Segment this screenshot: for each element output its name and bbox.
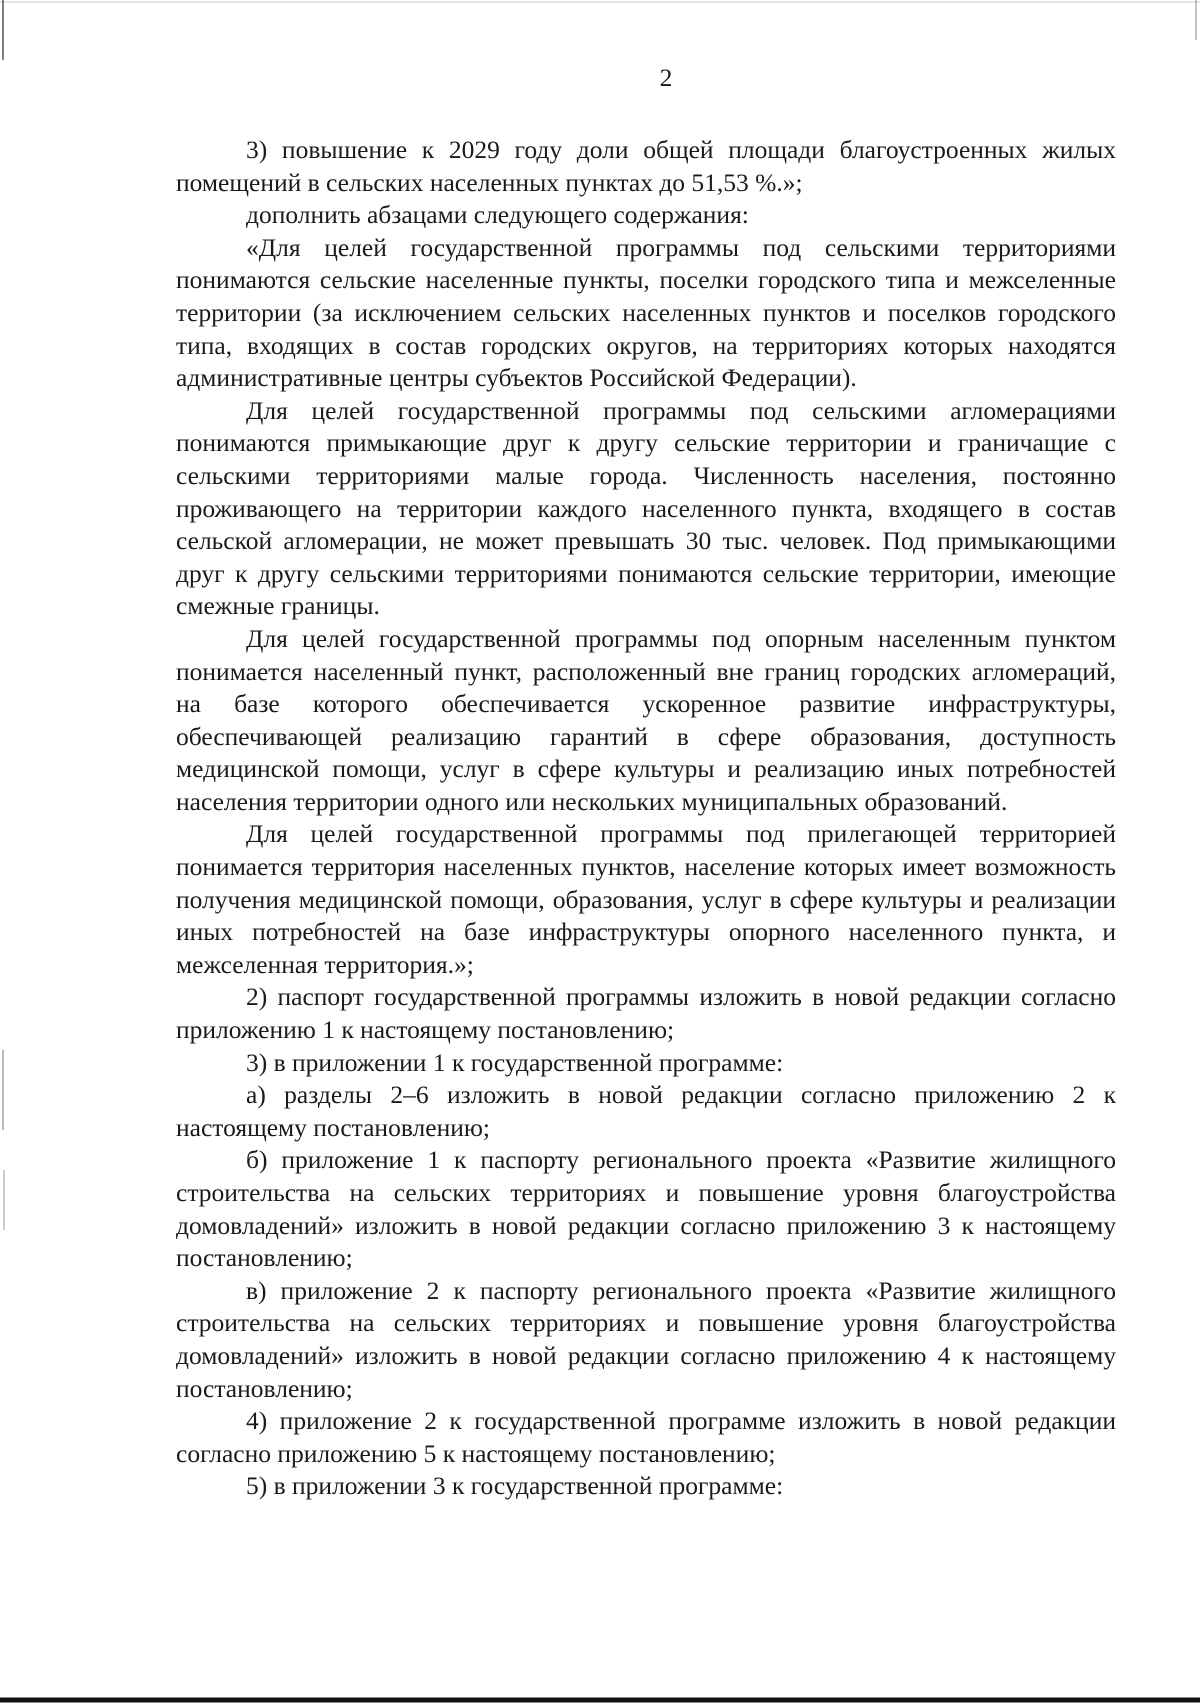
page-number: 2 xyxy=(659,63,673,92)
paragraph-3: «Для целей государственной программы под сельскими территориями понимаются сельские населенные пункты, поселки городского типа и межселенные территории (за исключением сельских населенных пунктов и поселков городского типа, входящих в состав городских округов, на территориях которых находятся административные центры субъектов Российской Федерации). xyxy=(176,232,1116,393)
paragraph-11: в) приложение 2 к паспорту регионального проекта «Развитие жилищного строительства на сельских территориях и повышение уровня благоустройства домовладений» изложить в новой редакции согласно приложению 4 к настоящему постановлению; xyxy=(176,1275,1116,1403)
paragraph-7: 2) паспорт государственной программы изложить в новой редакции согласно приложению 1 к настоящему постановлению; xyxy=(176,982,1116,1045)
paragraph-2: дополнить абзацами следующего содержания: xyxy=(246,200,749,230)
document-page xyxy=(176,62,1116,1503)
paragraph-5: Для целей государственной программы под опорным населенным пунктом понимается населенный пункт, расположенный вне границ городских агломераций, на базе которого обеспечивается ускоренное развитие инфраструктуры, обеспечивающей реализацию гарантий в сфере образования, доступность медицинской помощи, услуг в сфере культуры и реализацию иных потребностей населения территории одного или нескольких муниципальных образований. xyxy=(176,623,1116,816)
paragraph-1: 3) повышение к 2029 году доли общей площади благоустроенных жилых помещений в сельских населенных пунктах до 51,53 %.»; xyxy=(176,135,1116,197)
paragraph-4: Для целей государственной программы под сельскими агломерациями понимаются примыкающие друг к другу сельские территории и граничащие с сельскими территориями малые города. Численность населения, постоянно проживающего на территории каждого населенного пункта, входящего в состав сельской агломерации, не может превышать 30 тыс. человек. Под примыкающими друг к другу сельскими территориями понимаются сельские территории, имеющие смежные границы. xyxy=(176,395,1116,621)
paragraph-6: Для целей государственной программы под прилегающей территорией понимается территория населенных пунктов, население которых имеет возможность получения медицинской помощи, образования, услуг в сфере культуры и реализации иных потребностей на базе инфраструктуры опорного населенного пункта, и межселенная территория.»; xyxy=(176,819,1116,979)
paragraph-10: б) приложение 1 к паспорту регионального проекта «Развитие жилищного строительства на сельских территориях и повышение уровня благоустройства домовладений» изложить в новой редакции согласно приложению 3 к настоящему постановлению; xyxy=(176,1145,1116,1273)
paragraph-12: 4) приложение 2 к государственной программе изложить в новой редакции согласно приложению 5 к настоящему постановлению; xyxy=(176,1406,1116,1468)
paragraph-9: а) разделы 2–6 изложить в новой редакции согласно приложению 2 к настоящему постановлению; xyxy=(176,1080,1116,1142)
paragraph-13: 5) в приложении 3 к государственной программе: xyxy=(246,1471,784,1501)
paragraph-8: 3) в приложении 1 к государственной программе: xyxy=(246,1047,784,1077)
